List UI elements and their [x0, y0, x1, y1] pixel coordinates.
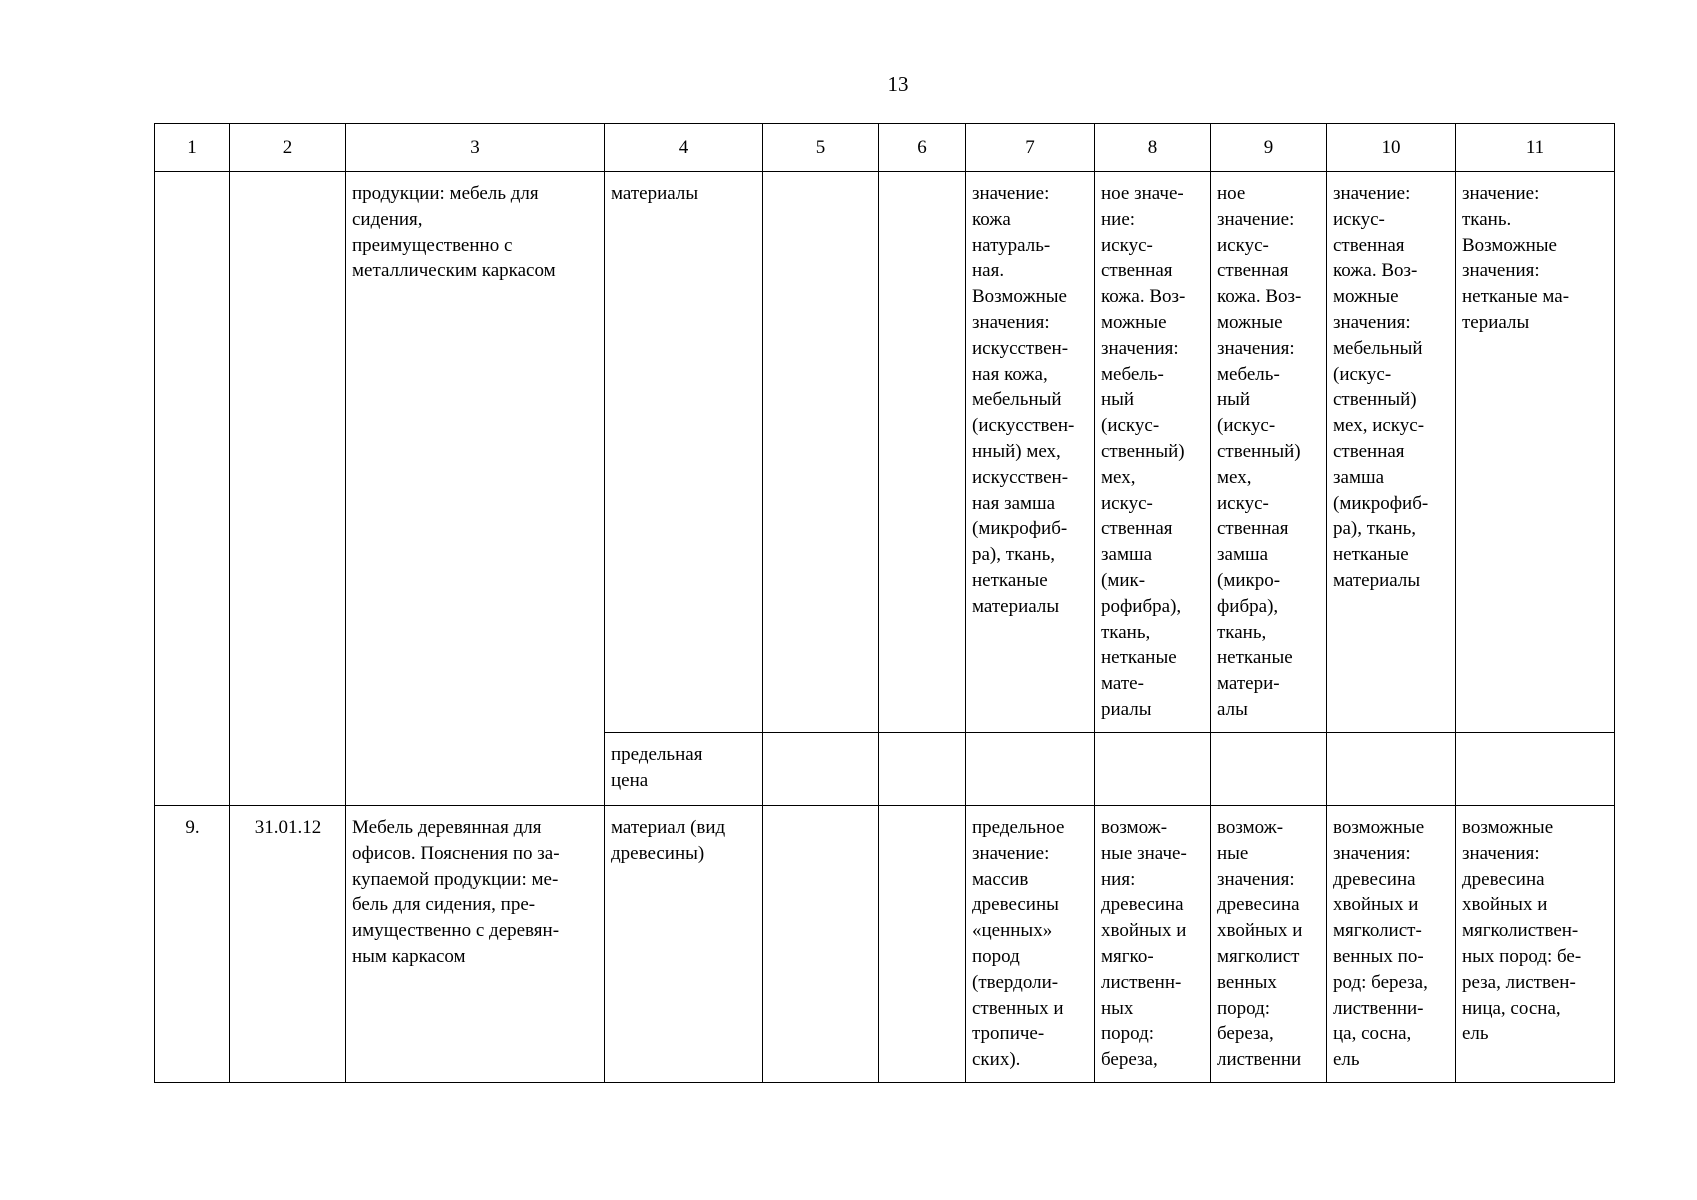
- cell-col9: ное значение: искус- ственная кожа. Воз- можные значения: мебель- ный (искус- ственный) мех, искус- ственная замша (микро- фибра), ткань, нетканые матери- алы: [1211, 172, 1327, 733]
- cell-col9: возмож- ные значения: древесина хвойных и мягколист венных пород: береза, лиственни: [1211, 806, 1327, 1083]
- cell-col10: возможные значения: древесина хвойных и мягколист- венных по- род: береза, лиственни- ца, сосна, ель: [1327, 806, 1456, 1083]
- column-number: 10: [1327, 124, 1456, 172]
- table-row-item-9: [155, 806, 1615, 1083]
- cell-col6: [879, 806, 966, 1083]
- cell-col6: [879, 172, 966, 733]
- cell-col7: предельное значение: массив древесины «ценных» пород (твердоли- ственных и тропиче- ских).: [966, 806, 1095, 1083]
- cell-col11: [1456, 733, 1615, 806]
- cell-col5: [763, 733, 879, 806]
- column-number: 7: [966, 124, 1095, 172]
- page-number: 13: [887, 72, 909, 96]
- cell-col10: [1327, 733, 1456, 806]
- cell-col8: ное значе- ние: искус- ственная кожа. Воз- можные значения: мебель- ный (искус- ственный) мех, искус- ственная замша (мик- рофибра), ткань, нетканые мате- риалы: [1095, 172, 1211, 733]
- cell-characteristic: предельная цена: [605, 733, 763, 806]
- column-number-row: [155, 124, 1615, 172]
- column-number: 4: [605, 124, 763, 172]
- column-number: 1: [155, 124, 230, 172]
- cell-characteristic: материал (вид древесины): [605, 806, 763, 1083]
- cell-col8: возмож- ные значе- ния: древесина хвойных и мягко- лиственн- ных пород: береза,: [1095, 806, 1211, 1083]
- column-number: 9: [1211, 124, 1327, 172]
- column-number: 3: [346, 124, 605, 172]
- cell-col5: [763, 172, 879, 733]
- column-number: 8: [1095, 124, 1211, 172]
- cell-item-number: [155, 172, 230, 806]
- cell-col11: возможные значения: древесина хвойных и мягколиствен- ных пород: бе- реза, листвен- ница, сосна, ель: [1456, 806, 1615, 1083]
- cell-col7: [966, 733, 1095, 806]
- column-number: 5: [763, 124, 879, 172]
- cell-description: Мебель деревянная для офисов. Пояснения по за- купаемой продукции: ме- бель для сидения, пре- имущественно с деревян- ным каркасом: [346, 806, 605, 1083]
- cell-col9: [1211, 733, 1327, 806]
- cell-okpd-code: [230, 172, 346, 806]
- cell-characteristic: материалы: [605, 172, 763, 733]
- cell-col10: значение: искус- ственная кожа. Воз- можные значения: мебельный (искус- ственный) мех, искус- ственная замша (микрофиб- ра), ткань, нетканые материалы: [1327, 172, 1456, 733]
- cell-okpd-code: 31.01.12: [230, 806, 346, 1083]
- column-number: 11: [1456, 124, 1615, 172]
- column-number: 2: [230, 124, 346, 172]
- table-row-continuation: [155, 172, 1615, 733]
- cell-description: продукции: мебель для сидения, преимущественно с металлическим каркасом: [346, 172, 605, 806]
- cell-col11: значение: ткань. Возможные значения: нетканые ма- териалы: [1456, 172, 1615, 733]
- cell-col6: [879, 733, 966, 806]
- procurement-table: [154, 123, 1615, 1083]
- cell-item-number: 9.: [155, 806, 230, 1083]
- cell-col5: [763, 806, 879, 1083]
- cell-col7: значение: кожа натураль- ная. Возможные значения: искусствен- ная кожа, мебельный (искусствен- нный) мех, искусствен- ная замша (микрофиб- ра), ткань, нетканые материалы: [966, 172, 1095, 733]
- column-number: 6: [879, 124, 966, 172]
- cell-col8: [1095, 733, 1211, 806]
